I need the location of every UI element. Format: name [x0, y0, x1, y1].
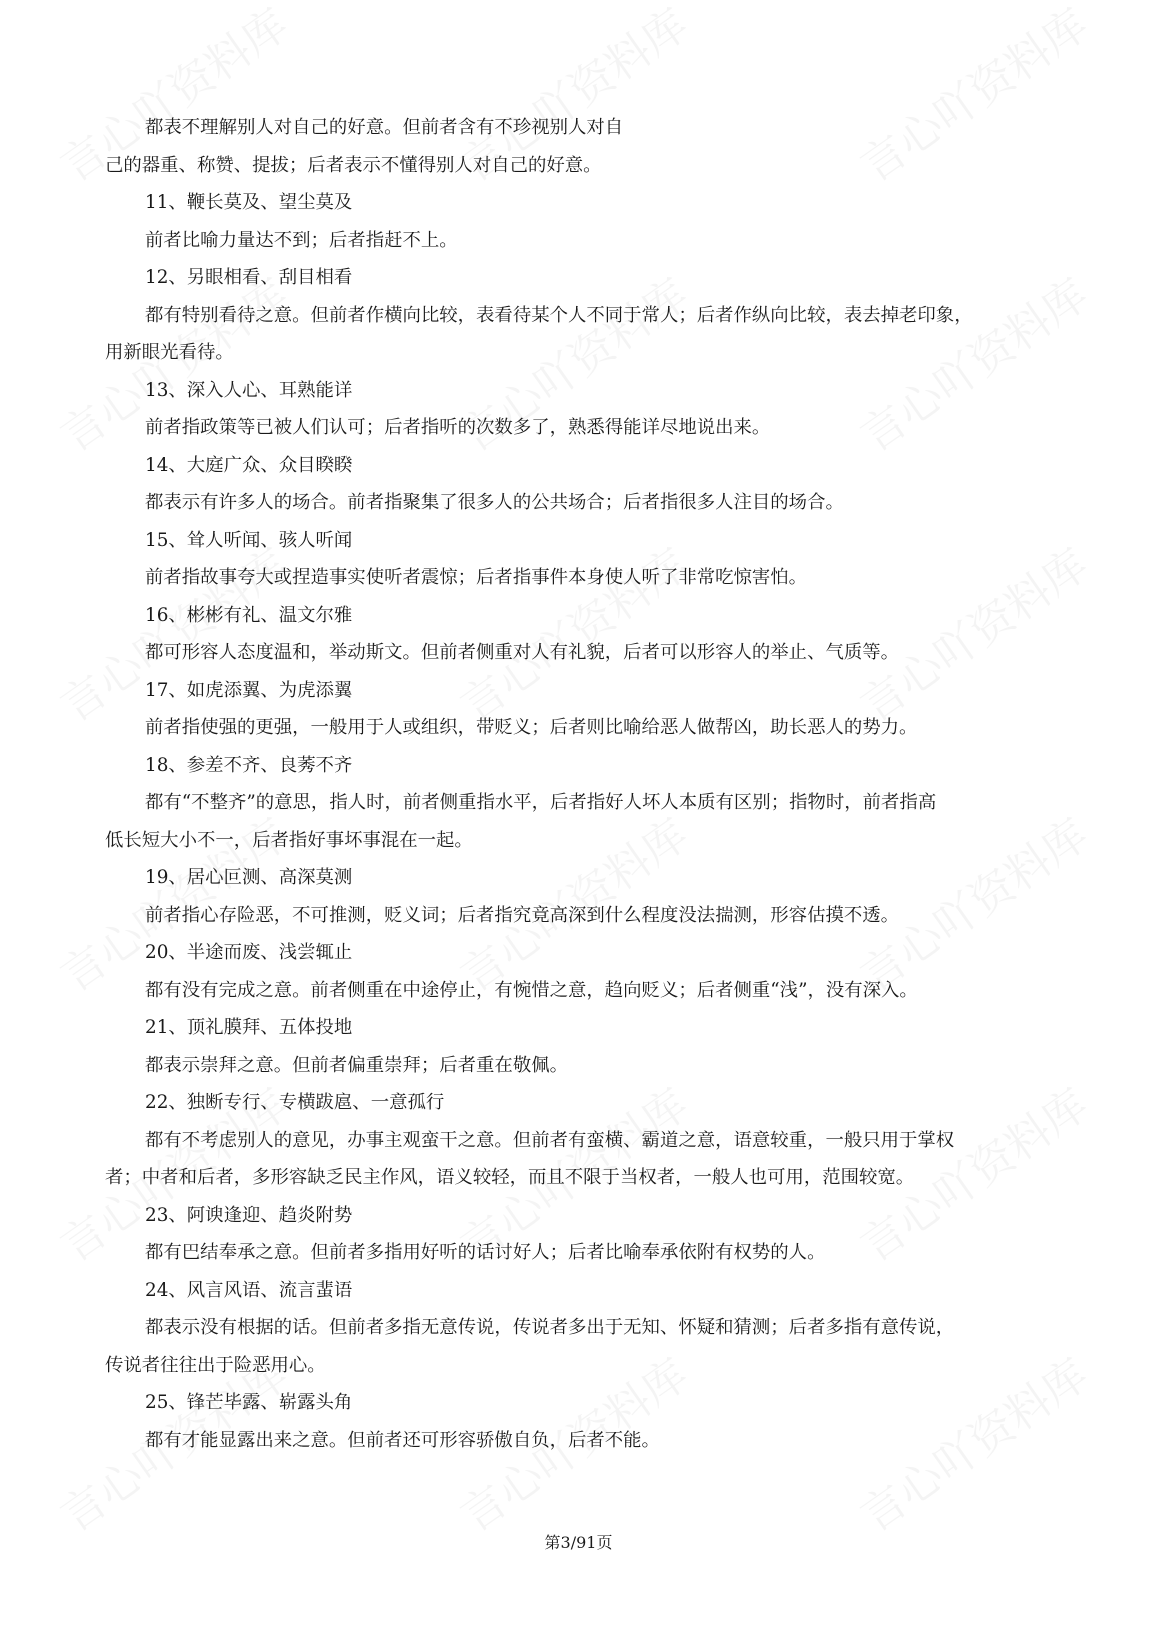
text-line: 都表示崇拜之意。但前者偏重崇拜；后者重在敬佩。 [145, 1054, 568, 1076]
watermark-text [846, 800, 1099, 1004]
text-line: 用新眼光看待。 [105, 342, 234, 363]
text-line: 都有不考虑别人的意见，办事主观蛮干之意。但前者有蛮横、霸道之意，语意较重，一般只用于掌权 [145, 1129, 955, 1151]
text-line: 15、耸人听闻、骇人听闻 [145, 529, 353, 551]
text-line: 20、半途而废、浅尝辄止 [145, 942, 353, 963]
text-line: 11、鞭长莫及、望尘莫及 [145, 192, 353, 213]
text-line: 12、另眼相看、刮目相看 [145, 267, 353, 288]
text-line: 24、风言风语、流言蜚语 [145, 1279, 353, 1301]
text-line: 前者比喻力量达不到；后者指赶不上。 [145, 229, 458, 251]
text-line: 13、深入人心、耳熟能详 [145, 379, 353, 401]
watermark-text [846, 1340, 1099, 1544]
text-line: 都有才能显露出来之意。但前者还可形容骄傲自负，后者不能。 [145, 1429, 660, 1451]
text-line: 18、参差不齐、良莠不齐 [145, 754, 353, 776]
text-line: 都有“不整齐”的意思，指人时，前者侧重指水平，后者指好人坏人本质有区别；指物时，前者指高 [145, 792, 937, 813]
watermark-text [846, 530, 1099, 734]
text-line: 前者指政策等已被人们认可；后者指听的次数多了，熟悉得能详尽地说出来。 [145, 417, 771, 438]
text-line: 者；中者和后者，多形容缺乏民主作风，语义较轻，而且不限于当权者，一般人也可用，范围较宽。 [105, 1167, 915, 1188]
text-line: 都表不理解别人对自己的好意。但前者含有不珍视别人对自 [145, 117, 624, 138]
text-line: 都有特别看待之意。但前者作横向比较，表看待某个人不同于常人；后者作纵向比较，表去掉老印象， [145, 304, 973, 326]
text-line: 都表示有许多人的场合。前者指聚集了很多人的公共场合；后者指很多人注目的场合。 [145, 492, 844, 513]
text-line: 传说者往往出于险恶用心。 [105, 1354, 326, 1376]
text-line: 25、锋芒毕露、崭露头角 [145, 1392, 353, 1413]
text-line: 14、大庭广众、众目睽睽 [145, 454, 353, 476]
text-line: 都可形容人态度温和，举动斯文。但前者侧重对人有礼貌，后者可以形容人的举止、气质等。 [145, 642, 900, 663]
text-line: 21、顶礼膜拜、五体投地 [145, 1017, 353, 1038]
text-line: 23、阿谀逢迎、趋炎附势 [145, 1204, 353, 1226]
watermark-text [846, 0, 1099, 194]
watermark-text [446, 530, 699, 734]
text-line: 前者指故事夸大或捏造事实使听者震惊；后者指事件本身使人听了非常吃惊害怕。 [145, 567, 808, 588]
text-line: 己的器重、称赞、提拔；后者表示不懂得别人对自己的好意。 [105, 154, 602, 176]
watermark-text [846, 260, 1099, 464]
watermark-text [446, 800, 699, 1004]
text-line: 17、如虎添翼、为虎添翼 [145, 679, 353, 701]
text-line: 19、居心叵测、高深莫测 [145, 867, 353, 888]
text-line: 22、独断专行、专横跋扈、一意孤行 [145, 1092, 445, 1113]
watermark-text [46, 530, 299, 734]
text-line: 16、彬彬有礼、温文尔雅 [145, 604, 353, 626]
text-line: 都有没有完成之意。前者侧重在中途停止，有惋惜之意，趋向贬义；后者侧重“浅”，没有深入。 [145, 979, 918, 1001]
text-line: 都有巴结奉承之意。但前者多指用好听的话讨好人；后者比喻奉承依附有权势的人。 [145, 1242, 826, 1263]
text-line: 都表示没有根据的话。但前者多指无意传说，传说者多出于无知、怀疑和猜测；后者多指有意传说， [145, 1317, 955, 1338]
text-line: 前者指使强的更强，一般用于人或组织，带贬义；后者则比喻给恶人做帮凶，助长恶人的势力。 [145, 717, 918, 738]
page-number: 第3/91页 [544, 1533, 613, 1552]
text-line: 低长短大小不一，后者指好事坏事混在一起。 [105, 829, 473, 851]
text-line: 前者指心存险恶，不可推测，贬义词；后者指究竟高深到什么程度没法揣测，形容估摸不透。 [145, 904, 900, 926]
